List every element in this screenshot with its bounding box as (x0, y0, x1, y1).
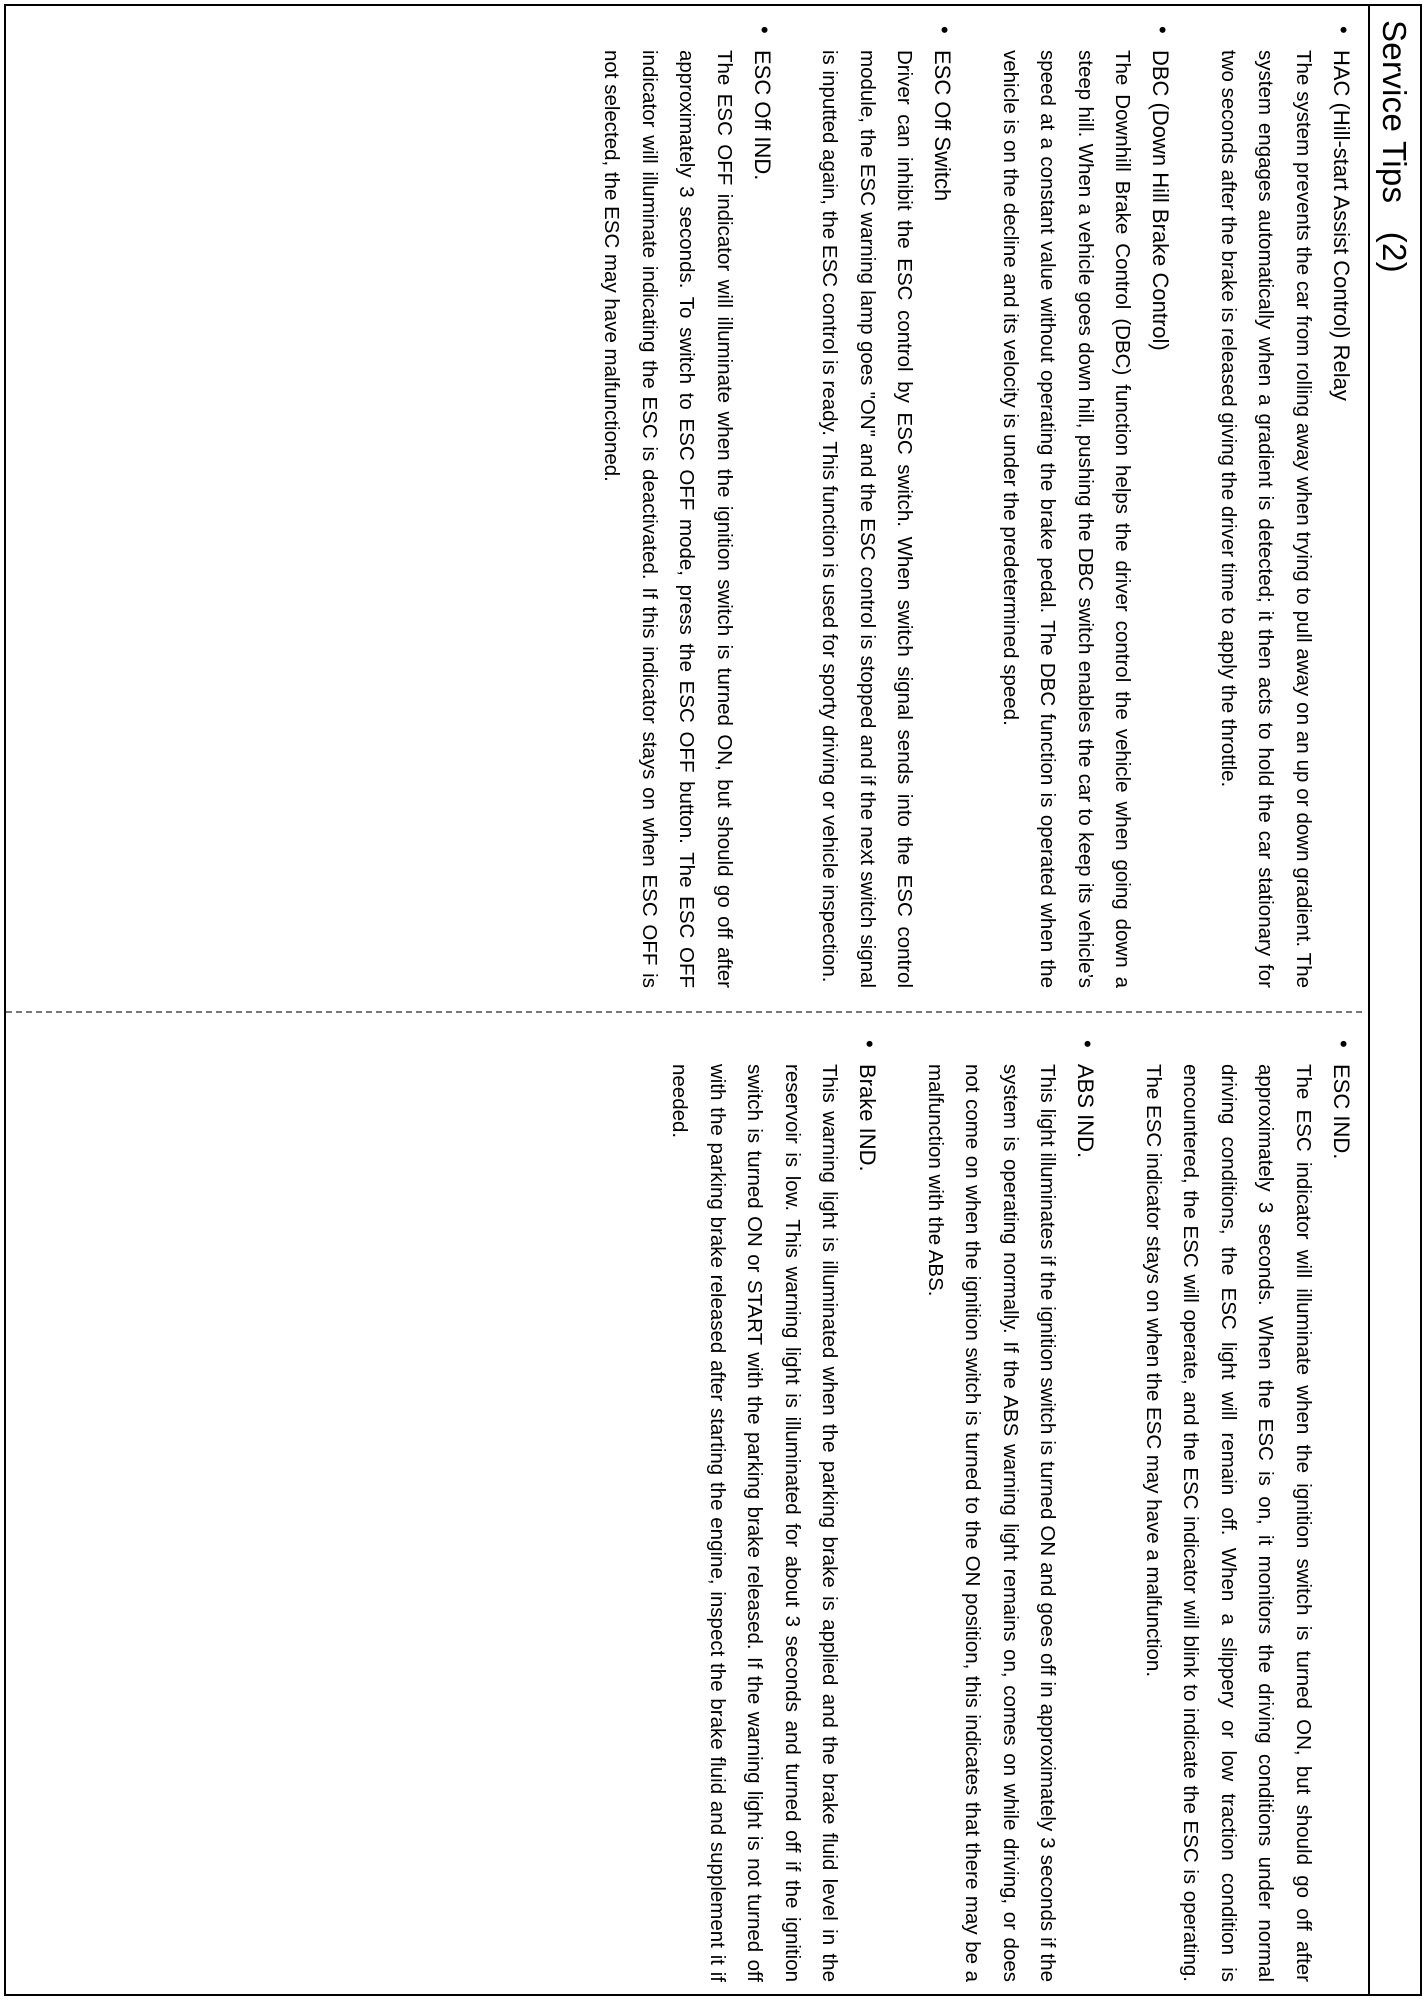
section-body: The ESC OFF indicator will illuminate when the ignition switch is turned ON, but should go off after approximately 3 seconds. To switch to ESC OFF mode, press the ESC OFF button. The ESC OFF indicator will illuminate indicating the ESC is deactivated. If this indicator stays on when ESC OFF is not selected, the ESC may have malfunctioned. (600, 50, 736, 988)
section-body: This light illuminates if the ignition switch is turned ON and goes off in approximately 3 seconds if the system is operating normally. If the ABS warning light remains on, comes on while driving, or does not come on when the ignition switch is turned to the ON position, this indicates that there may be a malfunction with the ABS. (924, 1064, 1060, 1982)
section-body: This warning light is illuminated when the parking brake is applied and the brake fluid level in the reservoir is low. This warning light is illuminated for about 3 seconds and turned off if the ignition switch is turned ON or START with the parking brake released. If the warning light is not turned off with the parking brake released after starting the engine, inspect the brake fluid and supplement it if needed. (668, 1064, 842, 1982)
title-bar (1368, 6, 1420, 1994)
page-frame (4, 4, 1422, 1996)
section-title: ESC IND. (1329, 1064, 1354, 1160)
section-body: The ESC indicator will illuminate when the ignition switch is turned ON, but should go off after approximately 3 seconds. When the ESC is on, it monitors the driving conditions under normal driving conditions, the ESC light will remain off. When a slippery or low traction condition is encountered, the ESC will operate, and the ESC indicator will blink to indicate the ESC is operating. The ESC indicator stays on when the ESC may have a malfunction. (1142, 1064, 1315, 1982)
section-body: Driver can inhibit the ESC control by ESC switch. When switch signal sends into the ESC control module, the ESC warning lamp goes "ON" and the ESC control is stopped and if the next switch signal is inputted again, the ESC control is ready. This function is used for sporty driving or vehicle inspection. (818, 50, 917, 988)
section-title: ESC Off Switch (930, 50, 956, 202)
right-column (631, 1038, 1360, 1982)
section-title: DBC (Down Hill Brake Control) (1148, 50, 1174, 351)
section-abs-ind (917, 1038, 1105, 1982)
section-body: The Downhill Brake Control (DBC) function helps the driver control the vehicle when going down a steep hill. When a vehicle goes down hill, pushing the DBC switch enables the car to keep its vehicle’s speed at a constant value without operating the brake pedal. The DBC function is operated when the vehicle is on the decline and its velocity is under the predetermined speed. (999, 50, 1135, 988)
section-brake-ind (661, 1038, 887, 1982)
section-title: ABS IND. (1073, 1064, 1099, 1159)
section-hac-relay (1210, 24, 1361, 988)
section-esc-off-ind (593, 24, 781, 988)
section-esc-ind (1135, 1038, 1361, 1982)
section-title: ESC Off IND. (750, 50, 775, 181)
page-title: Service Tips (2) (1376, 20, 1413, 273)
section-dbc (992, 24, 1180, 988)
bullet-icon: • (1075, 1040, 1101, 1048)
bullet-icon: • (1331, 1040, 1356, 1048)
section-title: Brake IND. (855, 1064, 881, 1172)
column-divider (6, 1011, 1362, 1013)
section-esc-off-switch (811, 24, 962, 988)
bullet-icon: • (932, 26, 958, 34)
section-body: The system prevents the car from rolling away when trying to pull away on an up or down gradient. The system engages automatically when a gradient is detected; it then acts to hold the car stationary for two seconds after the brake is released giving the driver time to apply the throttle. (1217, 50, 1315, 988)
bullet-icon: • (1150, 26, 1176, 34)
bullet-icon: • (752, 26, 777, 34)
bullet-icon: • (1331, 26, 1356, 34)
rotated-page (6, 6, 1420, 1994)
left-column (563, 24, 1360, 988)
bullet-icon: • (857, 1040, 883, 1048)
section-title: HAC (Hill-start Assist Control) Relay (1329, 50, 1354, 401)
